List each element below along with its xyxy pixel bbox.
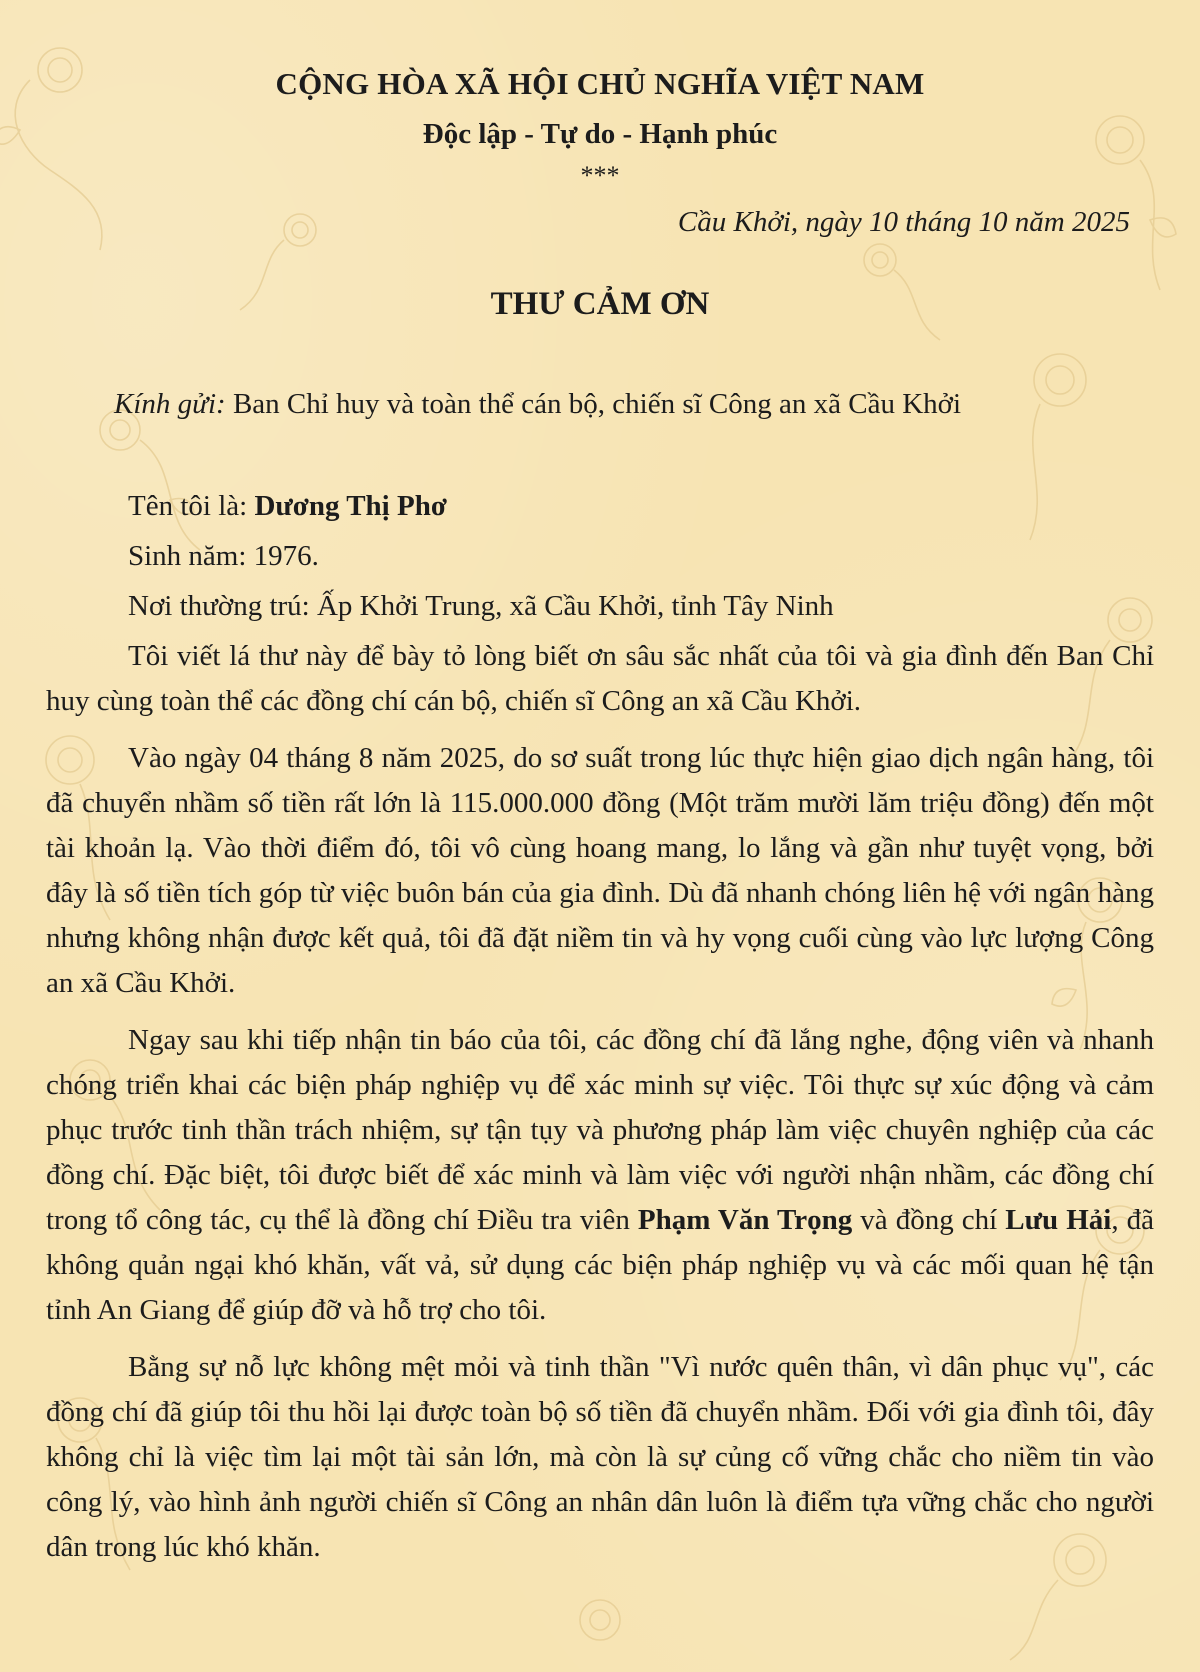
paragraph-gratitude: Tôi viết lá thư này để bày tỏ lòng biết ơn sâu sắc nhất của tôi và gia đình đến Ban Chỉ huy cùng toàn thể các đồng chí cán bộ, chiến sĩ Công an xã Cầu Khởi. [46, 640, 1154, 717]
paragraph-text: và đồng chí [852, 1204, 1006, 1236]
recipient-label: Kính gửi: [114, 388, 226, 420]
nation-heading: CỘNG HÒA XÃ HỘI CHỦ NGHĨA VIỆT NAM [275, 66, 925, 101]
paragraph-police-action [46, 1018, 1154, 1333]
sender-birth-line [128, 536, 1154, 576]
paragraph-recovery: Bằng sự nỗ lực không mệt mỏi và tinh thần "Vì nước quên thân, vì dân phục vụ", các đồng chí đã giúp tôi thu hồi lại được toàn bộ số tiền đã chuyển nhầm. Đối với gia đình tôi, đây không chỉ là việc tìm lại một tài sản lớn, mà còn là sự củng cố vững chắc cho niềm tin vào công lý, vào hình ảnh người chiến sĩ Công an nhân dân luôn là điểm tựa vững chắc cho người dân trong lúc khó khăn. [46, 1351, 1154, 1563]
sender-address-line [128, 586, 1154, 626]
letter-title: THƯ CẢM ƠN [490, 286, 710, 322]
letter-content [46, 64, 1154, 1570]
paragraph-text: Ngay sau khi tiếp nhận tin báo của tôi, các đồng chí đã lắng nghe, động viên và nhanh chóng triển khai các biện pháp nghiệp vụ để xác minh sự việc. Tôi thực sự xúc động và cảm phục trước tinh thần trách nhiệm, sự tận tụy và phương pháp làm việc chuyên nghiệp của các đồng chí. Đặc biệt, tôi được biết để xác minh và làm việc với người nhận nhầm, các đồng chí trong tổ công tác, cụ thể là đồng chí Điều tra viên [46, 1024, 1154, 1236]
paragraph-text: , đã không quản ngại khó khăn, vất vả, sử dụng các biện pháp nghiệp vụ và các mối quan hệ tận tỉnh An Giang để giúp đỡ và hỗ trợ cho tôi. [46, 1204, 1154, 1326]
paragraph-incident: Vào ngày 04 tháng 8 năm 2025, do sơ suất trong lúc thực hiện giao dịch ngân hàng, tôi đã chuyển nhầm số tiền rất lớn là 115.000.000 đồng (Một trăm mười lăm triệu đồng) đến một tài khoản lạ. Vào thời điểm đó, tôi vô cùng hoang mang, lo lắng và gần như tuyệt vọng, bởi đây là số tiền tích góp từ việc buôn bán của gia đình. Dù đã nhanh chóng liên hệ với ngân hàng nhưng không nhận được kết quả, tôi đã đặt niềm tin và hy vọng cuối cùng vào lực lượng Công an xã Cầu Khởi. [46, 742, 1154, 999]
separator-stars: *** [580, 161, 620, 190]
officer-name: Phạm Văn Trọng [637, 1204, 853, 1236]
recipient-line [114, 384, 1154, 424]
sender-name-label: Tên tôi là: [128, 490, 255, 522]
sender-name: Dương Thị Phơ [254, 490, 447, 522]
officer-name: Lưu Hải [1005, 1204, 1112, 1236]
sender-address: Ấp Khởi Trung, xã Cầu Khởi, tỉnh Tây Ninh [316, 590, 834, 622]
rose-motif [580, 1600, 620, 1640]
place-date: Cầu Khởi, ngày 10 tháng 10 năm 2025 [677, 206, 1130, 238]
sender-name-line [128, 486, 1154, 526]
motto-heading: Độc lập - Tự do - Hạnh phúc [422, 118, 778, 150]
recipient-text: Ban Chỉ huy và toàn thể cán bộ, chiến sĩ Công an xã Cầu Khởi [225, 388, 962, 420]
sender-address-label: Nơi thường trú: [128, 590, 317, 622]
sender-birth-year: 1976. [253, 540, 319, 572]
sender-birth-label: Sinh năm: [128, 540, 254, 572]
